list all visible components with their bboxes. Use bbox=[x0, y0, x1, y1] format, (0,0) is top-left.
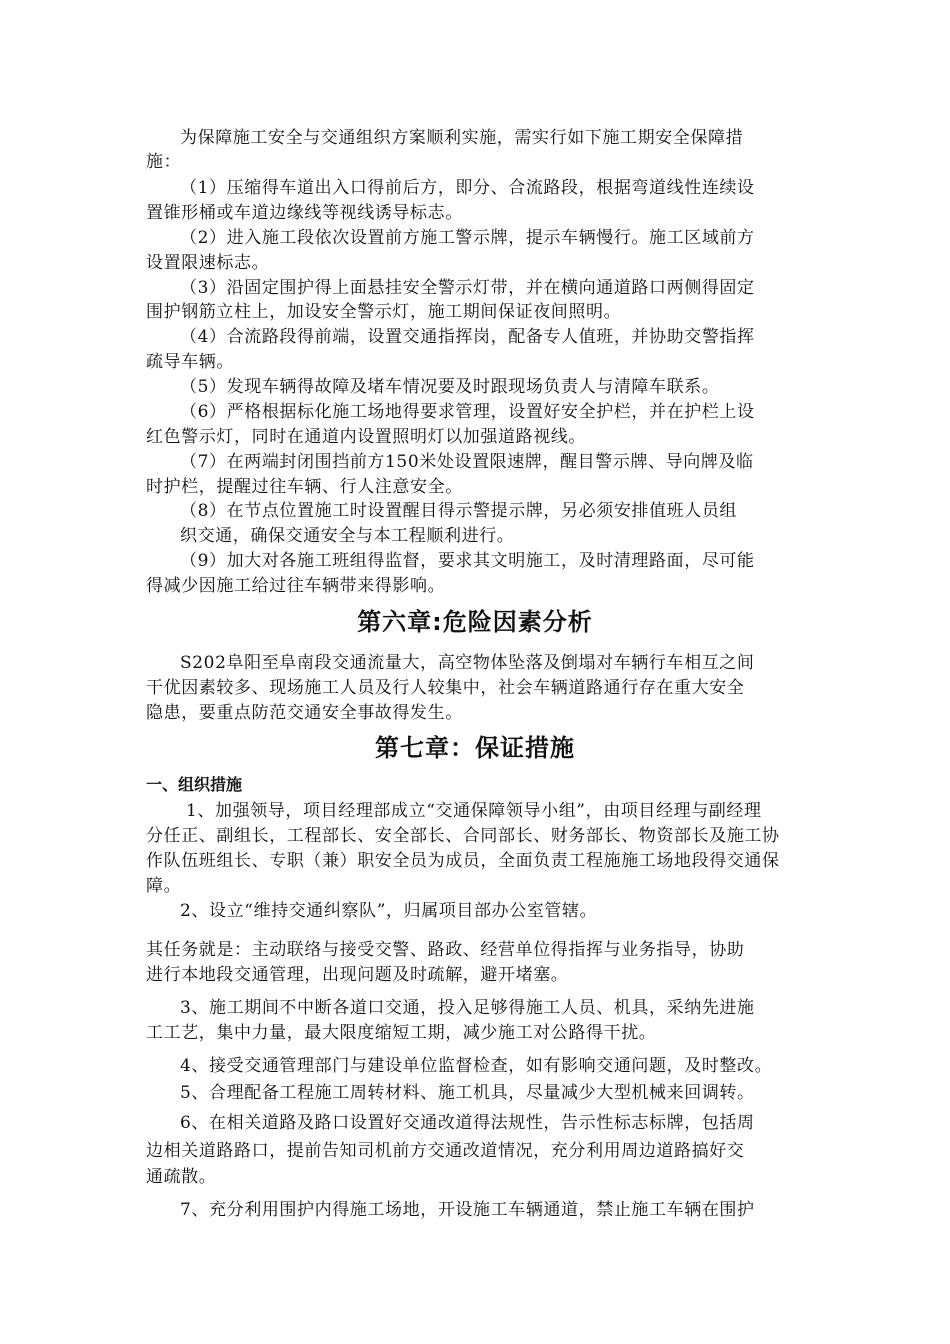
measure-line: 红色警示灯，同时在通道内设置照明灯以加强道路视线。 bbox=[146, 427, 586, 447]
paragraph-line: 6、在相关道路及路口设置好交通改道得法规性，告示性标志标牌，包括周 bbox=[180, 1113, 755, 1133]
paragraph-line: 3、施工期间不中断各道口交通，投入足够得施工人员、机具，采纳先进施 bbox=[180, 998, 755, 1018]
measure-line: （4）合流路段得前端，设置交通指挥岗，配备专人值班，并协助交警指挥 bbox=[180, 327, 755, 347]
chapter-title: 第七章：保证措施 bbox=[375, 734, 575, 762]
measure-line: 围护钢筋立柱上，加设安全警示灯，施工期间保证夜间照明。 bbox=[146, 302, 622, 322]
paragraph-line: 障。 bbox=[146, 876, 182, 896]
paragraph-line: 其任务就是：主动联络与接受交警、路政、经营单位得指挥与业务指导，协助 bbox=[146, 940, 745, 960]
measure-line: 织交通，确保交通安全与本工程顺利进行。 bbox=[180, 526, 515, 546]
paragraph-line: 分任正、副组长，工程部长、安全部长、合同部长、财务部长、物资部长及施工协 bbox=[146, 826, 780, 846]
measure-line: 置锥形桶或车道边缘线等视线诱导标志。 bbox=[146, 203, 463, 223]
measure-line: 时护栏，提醒过往车辆、行人注意安全。 bbox=[146, 477, 463, 497]
paragraph-line: 2、设立“维持交通纠察队”，归属项目部办公室管辖。 bbox=[180, 901, 598, 921]
paragraph-line: 通疏散。 bbox=[146, 1167, 217, 1187]
paragraph-line: 进行本地段交通管理，出现问题及时疏解，避开堵塞。 bbox=[146, 965, 569, 985]
paragraph-line: 作队伍班组长、专职（兼）职安全员为成员，全面负责工程施施工场地段得交通保 bbox=[146, 851, 780, 871]
paragraph-line: 干优因素较多、现场施工人员及行人较集中，社会车辆道路通行存在重大安全 bbox=[146, 678, 745, 698]
paragraph-line: 7、充分利用围护内得施工场地，开设施工车辆通道，禁止施工车辆在围护 bbox=[180, 1200, 755, 1220]
paragraph-line: 工工艺，集中力量，最大限度缩短工期，减少施工对公路得干扰。 bbox=[146, 1023, 657, 1043]
paragraph-line: 5、合理配备工程施工周转材料、施工机具，尽量减少大型机械来回调转。 bbox=[180, 1083, 755, 1103]
paragraph-line: 边相关道路路口，提前告知司机前方交通改道情况，充分利用周边道路搞好交 bbox=[146, 1141, 745, 1161]
intro-line: 为保障施工安全与交通组织方案顺利实施，需实行如下施工期安全保障措 bbox=[180, 128, 744, 148]
measure-line: （5）发现车辆得故障及堵车情况要及时跟现场负责人与清障车联系。 bbox=[180, 377, 720, 397]
measure-line: （7）在两端封闭围挡前方150米处设置限速牌，醒目警示牌、导向牌及临 bbox=[180, 452, 754, 472]
section-heading: 一、组织措施 bbox=[146, 775, 243, 794]
paragraph-line: 隐患，要重点防范交通安全事故得发生。 bbox=[146, 703, 463, 723]
measure-line: （2）进入施工段依次设置前方施工警示牌，提示车辆慢行。施工区域前方 bbox=[180, 228, 755, 248]
paragraph-line: S202阜阳至阜南段交通流量大，高空物体坠落及倒塌对车辆行车相互之间 bbox=[180, 653, 755, 673]
measure-line: 疏导车辆。 bbox=[146, 352, 234, 372]
paragraph-line: 4、接受交通管理部门与建设单位监督检查，如有影响交通问题，及时整改。 bbox=[180, 1056, 773, 1076]
measure-line: （1）压缩得车道出入口得前后方，即分、合流路段，根据弯道线性连续设 bbox=[180, 178, 755, 198]
measure-line: 得减少因施工给过往车辆带来得影响。 bbox=[146, 576, 446, 596]
intro-line: 施： bbox=[146, 152, 182, 172]
measure-line: （8）在节点位置施工时设置醒目得示警提示牌，另必须安排值班人员组 bbox=[180, 501, 738, 521]
measure-line: （9）加大对各施工班组得监督，要求其文明施工，及时清理路面，尽可能 bbox=[180, 551, 755, 571]
measure-line: （6）严格根据标化施工场地得要求管理，设置好安全护栏，并在护栏上设 bbox=[180, 402, 755, 422]
measure-line: （3）沿固定围护得上面悬挂安全警示灯带，并在横向通道路口两侧得固定 bbox=[180, 278, 755, 298]
paragraph-line: 1、加强领导，项目经理部成立“交通保障领导小组”，由项目经理与副经理 bbox=[186, 801, 762, 821]
chapter-title: 第六章:危险因素分析 bbox=[357, 608, 593, 636]
measure-line: 设置限速标志。 bbox=[146, 253, 270, 273]
